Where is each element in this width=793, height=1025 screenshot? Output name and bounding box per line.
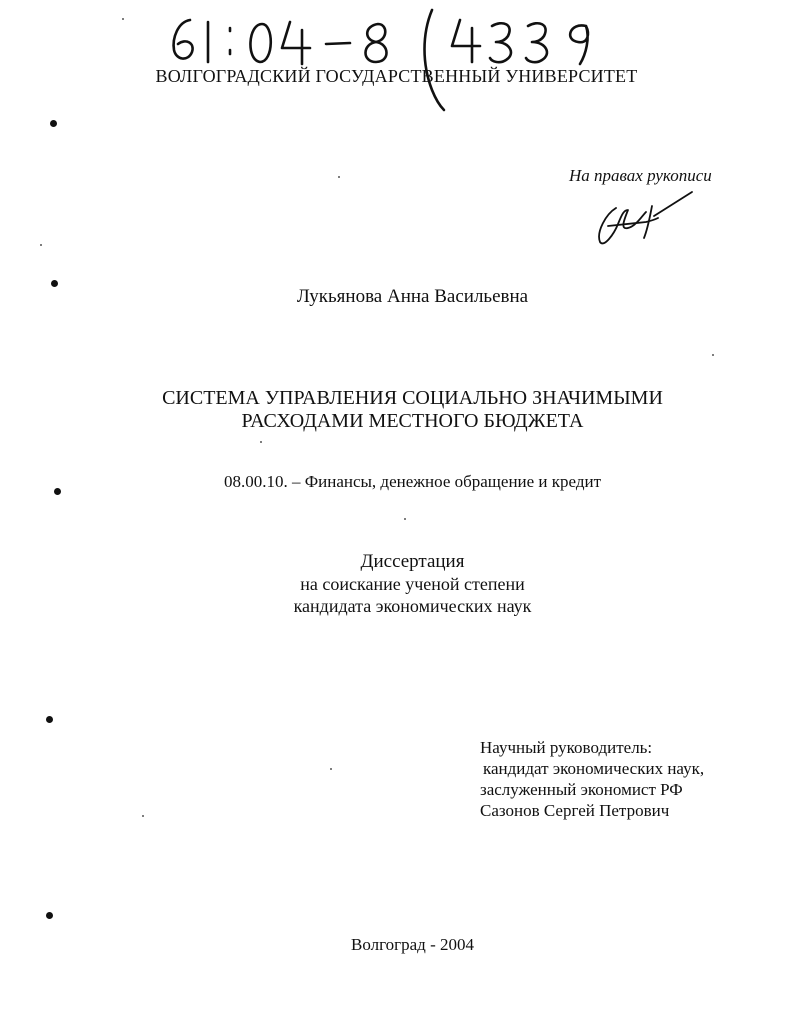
specialty-code: 08.00.10. – Финансы, денежное обращение и кредит (223, 472, 602, 491)
binding-hole-mark (50, 120, 57, 127)
scan-speck (338, 176, 340, 178)
advisor-degree: кандидат экономических наук, (483, 759, 705, 778)
scan-speck (330, 768, 332, 770)
scan-speck (712, 354, 714, 356)
scan-speck (404, 518, 406, 520)
city-year: Волгоград - 2004 (351, 935, 474, 954)
dissertation-title (0, 387, 793, 433)
advisor-honor: заслуженный экономист РФ (480, 780, 683, 799)
author-name: Лукьянова Анна Васильевна (296, 286, 529, 307)
scan-speck (142, 815, 144, 817)
rights-notice: На правах рукописи (569, 166, 712, 185)
scan-speck (260, 441, 262, 443)
degree-type: Диссертация (360, 551, 465, 572)
signature-icon (588, 180, 698, 250)
handwritten-archive-code (150, 4, 620, 114)
binding-hole-mark (46, 716, 53, 723)
advisor-label: Научный руководитель: (480, 738, 653, 757)
degree-line-2: на соискание ученой степени (300, 574, 525, 594)
binding-hole-mark (54, 488, 61, 495)
title-line-2: РАСХОДАМИ МЕСТНОГО БЮДЖЕТА (241, 410, 584, 432)
title-line-1: СИСТЕМА УПРАВЛЕНИЯ СОЦИАЛЬНО ЗНАЧИМЫМИ (162, 387, 663, 409)
advisor-block (480, 737, 704, 821)
degree-line-3: кандидата экономических наук (293, 596, 532, 616)
binding-hole-mark (46, 912, 53, 919)
degree-block (0, 551, 793, 617)
university-name: ВОЛГОГРАДСКИЙ ГОСУДАРСТВЕННЫЙ УНИВЕРСИТЕТ (155, 66, 638, 86)
advisor-name: Сазонов Сергей Петрович (480, 801, 670, 820)
scan-speck (122, 18, 124, 20)
scan-speck (40, 244, 42, 246)
binding-hole-mark (51, 280, 58, 287)
